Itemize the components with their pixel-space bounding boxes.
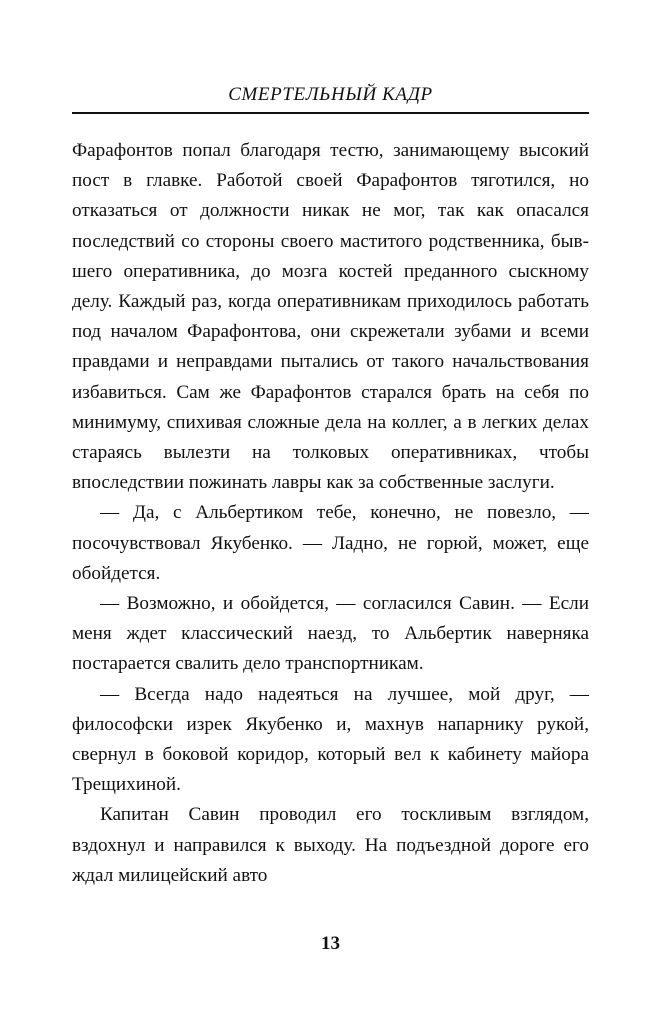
paragraph-3: — Возможно, и обойдется, — согласился Савин. — Если меня ждет классический наезд, то Альбертик наверняка постарается свалить дело транспортникам. xyxy=(72,593,589,675)
paragraph-1: Фарафонтов попал благодаря тестю, занимающему высокий пост в главке. Работой своей Фарафонтов тяготился, но отказаться от должности никак не мог, так как опасался последствий со стороны своего маститого родственника, бывшего оперативника, до мозга костей преданного сыскному делу. Каждый раз, когда оперативникам приходилось работать под началом Фарафонтова, они скрежетали зубами и всеми правдами и неправдами пытались от такого начальствования избавиться. Сам же Фарафонтов старался брать на себя по минимуму, спихивая сложные дела на коллег, а в легких делах стараясь вылезти на толковых оперативниках, чтобы впоследствии пожинать лавры как за собственные заслуги. xyxy=(72,140,589,494)
page-number: 13 xyxy=(321,933,340,954)
paragraph-5: Капитан Савин проводил его тоскливым взглядом, вздохнул и направился к выходу. На подъездной дороге его ждал милицейский авто xyxy=(72,804,589,886)
paragraph-4: — Всегда надо надеяться на лучшее, мой друг, — философски изрек Якубенко и, махнув напарнику рукой, свернул в боковой коридор, который вел к кабинету майора Трещихиной. xyxy=(72,683,589,796)
header-divider xyxy=(72,112,589,114)
running-head: СМЕРТЕЛЬНЫЙ КАДР xyxy=(228,84,433,105)
paragraph-2: — Да, с Альбертиком тебе, конечно, не повезло, — посочувствовал Якубенко. — Ладно, не горюй, может, еще обойдется. xyxy=(72,502,589,584)
body-text xyxy=(72,136,589,891)
